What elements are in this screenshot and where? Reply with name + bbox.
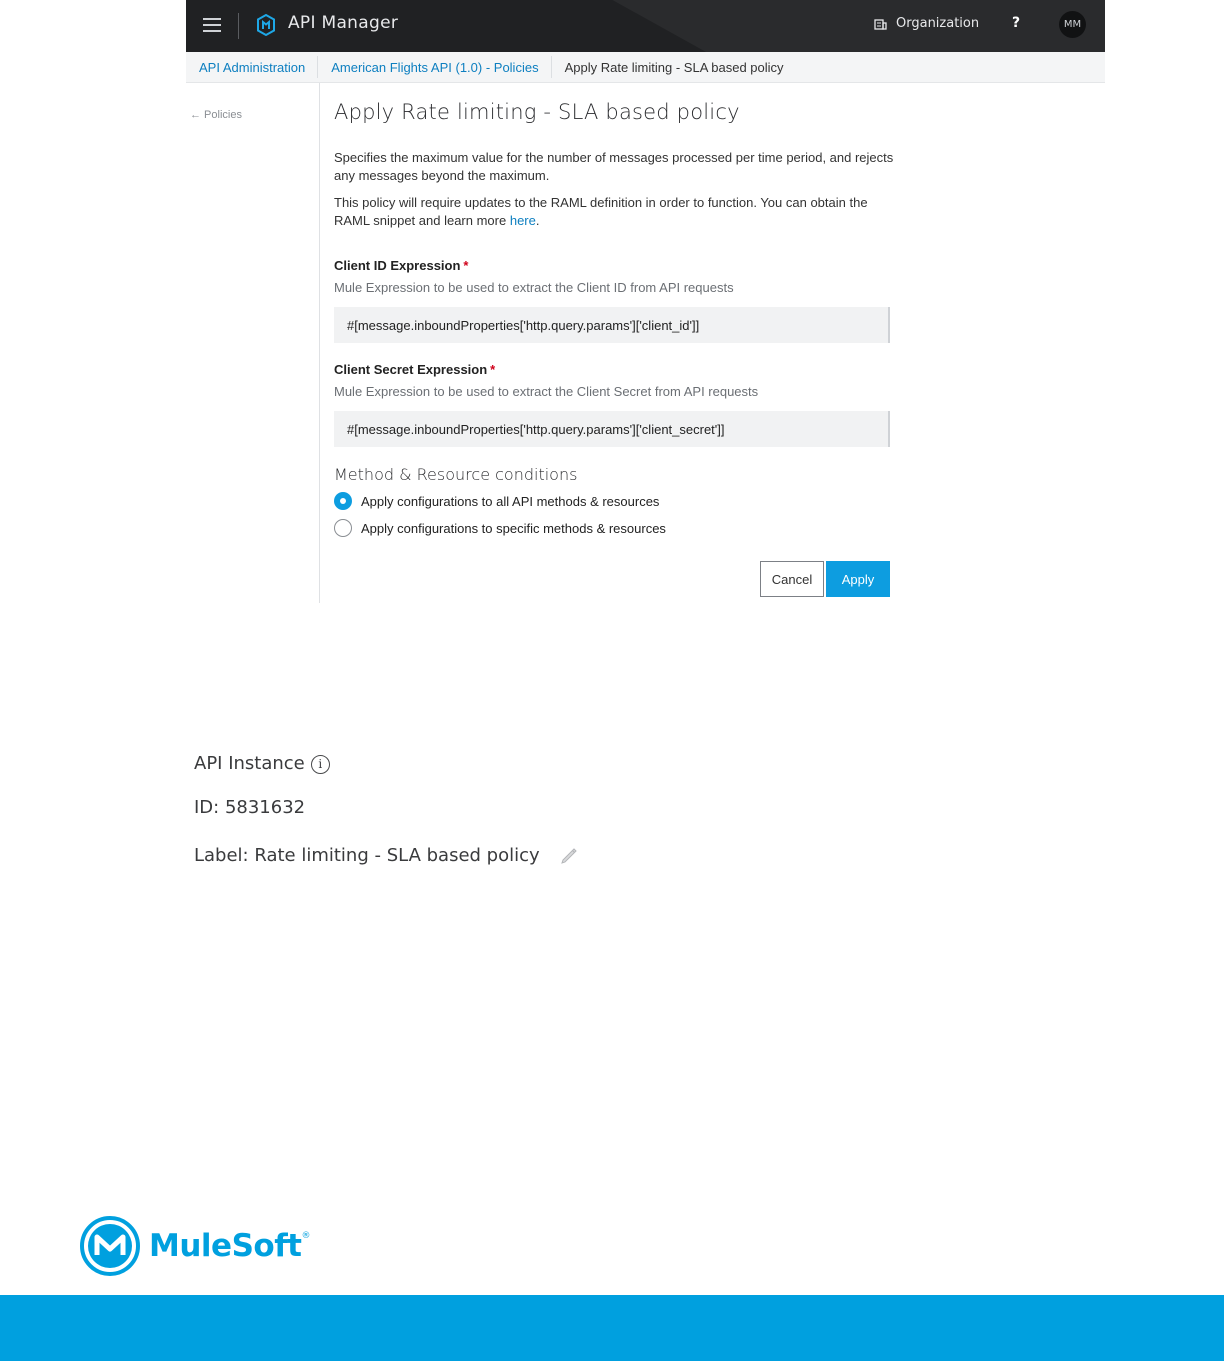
conditions-title: Method & Resource conditions — [334, 465, 578, 484]
mulesoft-wordmark — [149, 1228, 310, 1264]
header-divider — [238, 13, 239, 39]
radio-all-methods-label: Apply configurations to all API methods & resources — [361, 493, 660, 509]
client-secret-label — [334, 362, 495, 377]
client-secret-input[interactable] — [334, 411, 890, 447]
client-id-label-text: Client ID Expression — [334, 258, 461, 273]
raml-note-text: This policy will require updates to the RAML definition in order to function. You can obtain the RAML snippet and learn more — [334, 195, 868, 228]
api-instance-label-text: Label: Rate limiting - SLA based policy — [194, 845, 540, 866]
api-instance-label — [194, 842, 579, 866]
organization-icon — [874, 17, 887, 30]
mulesoft-logo-icon — [79, 1215, 141, 1277]
info-icon[interactable]: i — [311, 755, 330, 774]
breadcrumb-american-flights-policies[interactable]: American Flights API (1.0) - Policies — [331, 59, 539, 75]
client-id-input[interactable] — [334, 307, 890, 343]
app-title: API Manager — [288, 13, 399, 33]
hamburger-icon[interactable] — [203, 18, 221, 32]
page-title: Apply Rate limiting - SLA based policy — [334, 100, 740, 124]
api-instance-id: ID: 5831632 — [194, 797, 306, 818]
client-id-help: Mule Expression to be used to extract the Client ID from API requests — [334, 280, 734, 295]
api-instance-heading — [194, 753, 330, 774]
raml-note-period: . — [535, 213, 540, 228]
raml-here-link[interactable]: here — [509, 213, 536, 228]
policy-form — [334, 100, 894, 587]
user-avatar[interactable]: MM — [1059, 11, 1086, 38]
raml-note — [334, 194, 894, 230]
radio-specific-methods-label: Apply configurations to specific methods & resources — [361, 520, 666, 536]
footer-band — [0, 1295, 1224, 1361]
cancel-button[interactable]: Cancel — [760, 561, 824, 597]
mulesoft-brand-text: MuleSoft — [149, 1228, 302, 1264]
radio-selected-icon[interactable] — [334, 492, 352, 510]
required-marker: * — [463, 258, 469, 273]
required-marker: * — [490, 362, 496, 377]
breadcrumb — [186, 52, 1105, 83]
radio-specific-methods[interactable] — [334, 519, 666, 537]
radio-all-methods[interactable] — [334, 492, 659, 510]
client-id-label — [334, 258, 468, 273]
client-secret-help: Mule Expression to be used to extract the Client Secret from API requests — [334, 384, 759, 399]
client-secret-label-text: Client Secret Expression — [334, 362, 488, 377]
api-manager-logo-icon — [256, 14, 276, 36]
api-instance-title: API Instance — [194, 753, 305, 774]
mulesoft-logo — [79, 1215, 310, 1277]
pencil-icon[interactable] — [559, 842, 579, 864]
radio-unselected-icon[interactable] — [334, 519, 352, 537]
trademark-symbol: ® — [301, 1231, 310, 1241]
sidebar-divider — [319, 83, 320, 603]
policy-description: Specifies the maximum value for the number of messages processed per time period, and rejects any messages beyond the maximum. — [334, 150, 894, 183]
top-navigation-bar — [186, 0, 1105, 52]
organization-selector[interactable] — [874, 16, 979, 31]
apply-button[interactable]: Apply — [826, 561, 890, 597]
help-button[interactable]: ? — [1012, 15, 1021, 31]
breadcrumb-api-administration[interactable]: API Administration — [199, 59, 306, 75]
breadcrumb-current-page: Apply Rate limiting - SLA based policy — [564, 59, 784, 75]
back-to-policies-link[interactable]: ← Policies — [190, 109, 242, 121]
organization-label: Organization — [896, 16, 980, 31]
